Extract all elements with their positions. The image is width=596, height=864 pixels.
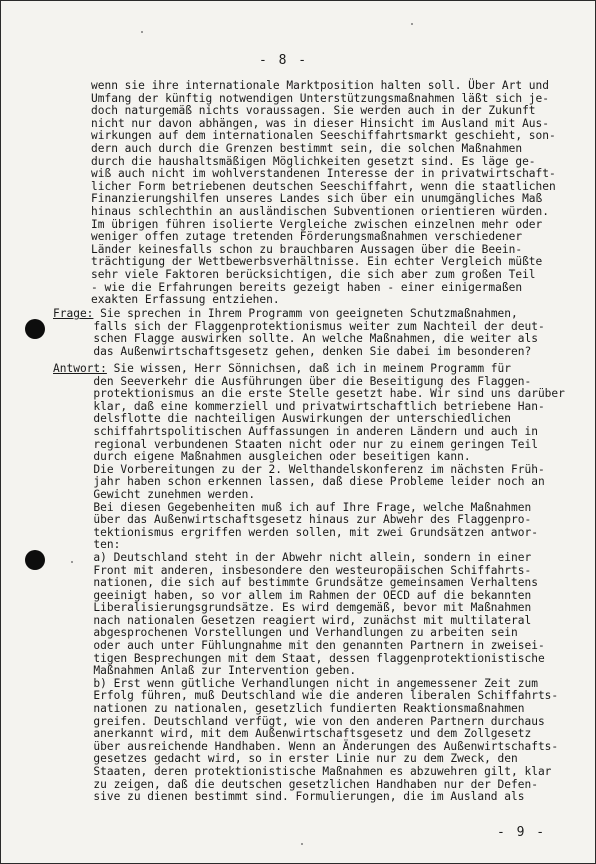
answer-text-line: durch eigene Maßnahmen ausgleichen oder beseitigen kann. — [53, 450, 471, 464]
answer-text-line: nationen zu nationalen, gesetzlich fundierten Reaktionsmaßnahmen — [53, 702, 525, 716]
answer-text-line: nach nationalen Gesetzen reagiert wird, zunächst mit multilateral — [53, 613, 532, 627]
answer-text-line: Front mit anderen, insbesondere den westeuropäischen Schiffahrts- — [53, 563, 532, 577]
answer-text-line: oder auch unter Fühlungnahme mit den genannten Partnern in zweisei- — [53, 639, 545, 653]
text-line: weniger offen zutage tretenden Förderungsmaßnahmen verschiedener — [91, 230, 523, 244]
answer-text-line: anerkannt wird, mit dem Außenwirtschaftsgesetz und dem Zollgesetz — [53, 727, 532, 741]
answer-text-line: ten: — [53, 538, 121, 552]
answer-text-line: a) Deutschland steht in der Abwehr nicht allein, sondern in einer — [53, 550, 532, 564]
answer-text-line: klar, daß eine kommerziell und privatwirtschaftlich betriebene Han- — [53, 399, 545, 413]
paper-speck — [141, 31, 143, 33]
text-line: licher Form betriebenen deutschen Seeschiffahrt, wenn die staatlichen — [91, 179, 556, 193]
text-line: wenn sie ihre internationale Marktposition halten soll. Über Art und — [91, 79, 550, 92]
question-text-line: Sie sprechen in Ihrem Programm von geeigneten Schutzmaßnahmen, — [93, 307, 518, 320]
text-line: wiß auch nicht im wohlverstandenen Interesse der in privatwirtschaft- — [91, 167, 556, 181]
text-line: nicht nur davon abhängen, was in dieser Hinsicht im Ausland mit Aus- — [91, 116, 550, 130]
answer-text-line: über das Außenwirtschaftsgesetz hinaus zur Abwehr des Flaggenpro- — [53, 513, 532, 527]
answer-text-line: zu zeigen, daß die deutschen gesetzlichen Handhaben nur der Defen- — [53, 777, 538, 791]
answer-text-line: delsflotte die nachteiligen Auswirkungen der unterschiedlichen — [53, 412, 512, 426]
answer-text-line: Gewicht zunehmen werden. — [53, 487, 256, 501]
next-page-marker: - 9 - — [497, 825, 547, 840]
text-line: exakten Erfassung entziehen. — [91, 293, 280, 307]
paper-speck — [301, 843, 303, 845]
text-line: trächtigung der Wettbewerbsverhältnisse. Ein echter Vergleich müßte — [91, 255, 543, 269]
answer-text-line: Staaten, deren protektionistische Maßnahmen es abzuwehren gilt, klar — [53, 765, 552, 778]
text-line: doch naturgemäß nichts voraussagen. Sie werden auch in der Zukunft — [91, 104, 536, 118]
answer-text-line: schiffahrtspolitischen Auffassungen in anderen Ländern und auch in — [53, 424, 538, 438]
answer-text-line: b) Erst wenn gütliche Verhandlungen nicht in angemessener Zeit zum — [53, 676, 538, 690]
answer-text-line: Sie wissen, Herr Sönnichsen, daß ich in meinem Programm für — [106, 362, 512, 375]
answer-text-line: protektionismus an die erste Stelle gesetzt habe. Wir sind uns darüber — [53, 387, 565, 401]
intro-paragraph — [91, 80, 556, 307]
answer-text-line: jahr haben schon erkennen lassen, daß diese Probleme leider noch an — [53, 475, 545, 489]
answer-block — [53, 363, 565, 804]
answer-text-line: gesetzes gedacht wird, so in erster Linie nur zu dem Zweck, den — [53, 752, 518, 766]
text-line: Umfang der künftig notwendigen Unterstützungsmaßnahmen läßt sich je- — [91, 91, 550, 105]
answer-text-line: nationen, die sich auf bestimmte Grundsätze gemeinsamen Verhaltens — [53, 576, 538, 590]
answer-label: Antwort: — [53, 362, 107, 375]
text-line: - wie die Erfahrungen bereits gezeigt haben - einer einigermaßen — [91, 280, 523, 294]
question-text-line: schen Flagge auswirken sollte. An welche Maßnahmen, die weiter als — [53, 332, 538, 346]
answer-text-line: tigen Besprechungen mit dem Staat, dessen flaggenprotektionistische — [53, 651, 545, 665]
answer-text-line: Bei diesen Gegebenheiten muß ich auf Ihre Frage, welche Maßnahmen — [53, 500, 532, 514]
text-line: hinaus schlechthin an ausländischen Subventionen orientieren würden. — [91, 204, 550, 218]
answer-text-line: über ausreichende Handhaben. Wenn an Änderungen des Außenwirtschafts- — [53, 739, 559, 753]
answer-text-line: Erfolg führen, muß Deutschland wie die anderen liberalen Schiffahrts- — [53, 689, 559, 703]
text-line: Länder keinesfalls schon zu brauchbaren Aussagen über die Beein- — [91, 242, 523, 256]
answer-text-line: abgesprochenen Vorstellungen und Verhandlungen zu arbeiten sein — [53, 626, 518, 640]
punch-hole-bottom — [25, 550, 45, 570]
page-number: - 8 - — [259, 53, 309, 68]
paper-speck — [411, 23, 413, 25]
answer-text-line: sive zu dienen bestimmt sind. Formulierungen, die im Ausland als — [53, 790, 525, 804]
question-block — [53, 308, 545, 358]
answer-text-line: regional verbundenen Staaten nicht oder nur zu einem geringen Teil — [53, 437, 538, 451]
question-text-line: das Außenwirtschaftsgesetz gehen, denken Sie dabei im besonderen? — [53, 344, 532, 358]
text-line: Finanzierungshilfen unseres Landes sich über ein unumgängliches Maß — [91, 192, 543, 206]
answer-text-line: Die Vorbereitungen zu der 2. Welthandelskonferenz im nächsten Früh- — [53, 462, 545, 476]
text-line: Im übrigen führen isolierte Vergleiche zwischen einzelnen mehr oder — [91, 217, 543, 231]
text-line: sehr viele Faktoren berücksichtigen, die sich aber zum großen Teil — [91, 267, 536, 281]
answer-text-line: den Seeverkehr die Ausführungen über die Beseitigung des Flaggen- — [53, 374, 532, 388]
question-label: Frage: — [53, 307, 94, 320]
answer-text-line: Maßnahmen Anlaß zur Intervention geben. — [53, 664, 357, 678]
text-line: durch die haushaltsmäßigen Möglichkeiten gesetzt sind. Es läge ge- — [91, 154, 536, 168]
answer-text-line: Liberalisierungsgrundsätze. Es wird demgemäß, bevor mit Maßnahmen — [53, 601, 532, 615]
punch-hole-top — [25, 319, 45, 339]
answer-text-line: tektionismus ergriffen werden sollen, mit zwei Grundsätzen antwor- — [53, 525, 538, 539]
answer-text-line: greifen. Deutschland verfügt, wie von den anderen Partnern durchaus — [53, 714, 545, 728]
text-line: dern auch durch die Grenzen bestimmt sein, die solchen Maßnahmen — [91, 141, 523, 155]
answer-text-line: geeinigt haben, so vor allem im Rahmen der OECD auf die bekannten — [53, 588, 532, 602]
question-text-line: falls sich der Flaggenprotektionismus weiter zum Nachteil der deut- — [53, 319, 545, 333]
text-line: wirkungen auf dem internationalen Seeschiffahrtsmarkt geschieht, son- — [91, 129, 556, 143]
